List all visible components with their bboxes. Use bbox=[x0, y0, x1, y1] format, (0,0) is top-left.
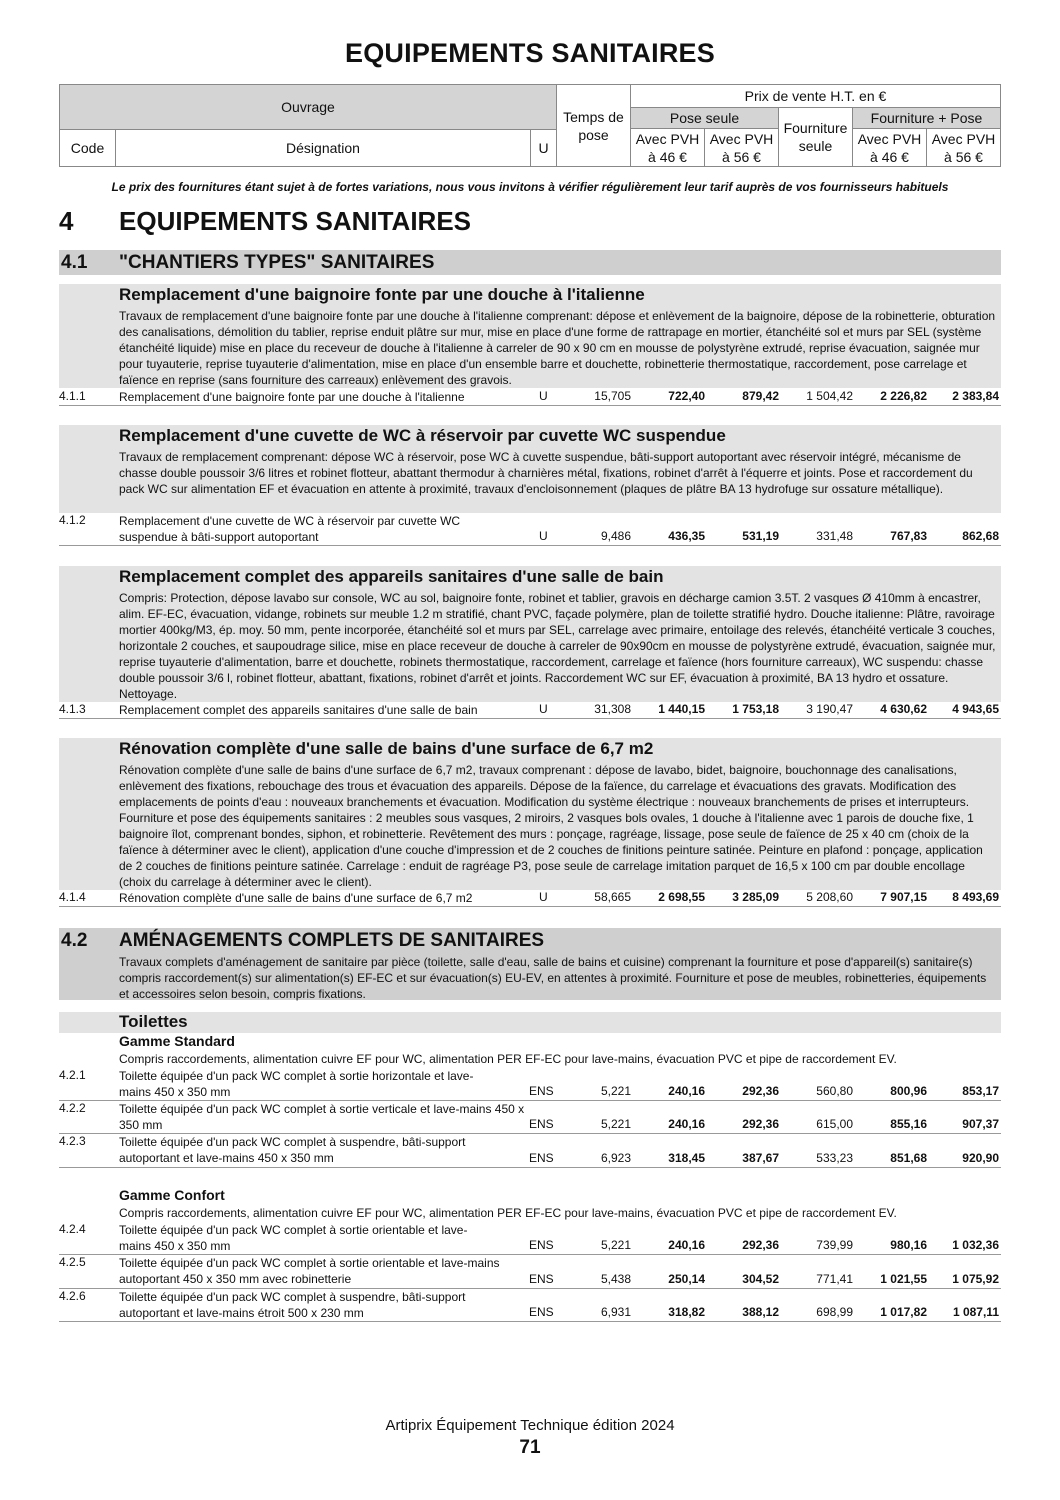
row-temps: 6,931 bbox=[600, 1305, 631, 1319]
header-unit: U bbox=[530, 129, 557, 167]
row-pose-46: 240,16 bbox=[668, 1084, 705, 1098]
row-code: 4.2.6 bbox=[59, 1289, 86, 1303]
row-fp-56: 920,90 bbox=[962, 1151, 999, 1165]
row-fp-56: 853,17 bbox=[962, 1084, 999, 1098]
row-pose-46: 250,14 bbox=[668, 1272, 705, 1286]
row-fp-46: 1 017,82 bbox=[880, 1305, 927, 1319]
row-temps: 6,923 bbox=[600, 1151, 631, 1165]
row-pose-56: 1 753,18 bbox=[732, 702, 779, 716]
row-fp-56: 8 493,69 bbox=[952, 890, 999, 904]
row-fp-56: 907,37 bbox=[962, 1117, 999, 1131]
table-row bbox=[59, 1255, 1001, 1289]
table-row bbox=[59, 702, 1001, 719]
row-code: 4.1.4 bbox=[59, 890, 86, 904]
row-fourniture: 615,00 bbox=[816, 1117, 853, 1131]
page-title: EQUIPEMENTS SANITAIRES bbox=[345, 38, 715, 68]
row-fp-46: 1 021,55 bbox=[880, 1272, 927, 1286]
header-pose-pvh-46: Avec PVH à 46 € bbox=[630, 128, 705, 167]
header-fp-pvh-56: Avec PVH à 56 € bbox=[926, 128, 1001, 167]
section-title: AMÉNAGEMENTS COMPLETS DE SANITAIRES bbox=[119, 930, 545, 951]
row-pose-56: 304,52 bbox=[742, 1272, 779, 1286]
row-pose-56: 292,36 bbox=[742, 1117, 779, 1131]
table-row bbox=[59, 1289, 1001, 1322]
row-code: 4.2.5 bbox=[59, 1255, 86, 1269]
work-block bbox=[59, 566, 1001, 702]
row-temps: 9,486 bbox=[600, 529, 631, 543]
table-row bbox=[59, 1101, 1001, 1134]
row-designation: Toilette équipée d'un pack WC complet à sortie orientable et lave-mains autoportant 450 x 350 mm avec robinetterie bbox=[119, 1256, 500, 1286]
row-pose-46: 318,82 bbox=[668, 1305, 705, 1319]
row-unit: ENS bbox=[529, 1238, 554, 1252]
row-code: 4.2.1 bbox=[59, 1068, 86, 1082]
row-designation: Remplacement d'une cuvette de WC à réservoir par cuvette WC suspendue à bâti-support autoportant bbox=[119, 514, 461, 544]
page-number: 71 bbox=[519, 1437, 541, 1458]
table-row bbox=[59, 1222, 1001, 1255]
row-pose-46: 318,45 bbox=[668, 1151, 705, 1165]
row-unit: U bbox=[539, 890, 548, 904]
work-block bbox=[59, 284, 1001, 388]
row-temps: 31,308 bbox=[594, 702, 631, 716]
block-title: Remplacement d'une cuvette de WC à réservoir par cuvette WC suspendue bbox=[119, 426, 726, 445]
row-pose-56: 387,67 bbox=[742, 1151, 779, 1165]
header-fp-pvh-46: Avec PVH à 46 € bbox=[852, 128, 927, 167]
row-fp-46: 4 630,62 bbox=[880, 702, 927, 716]
row-unit: ENS bbox=[529, 1272, 554, 1286]
footer-publication: Artiprix Équipement Technique édition 2024 bbox=[385, 1417, 675, 1434]
row-designation: Remplacement complet des appareils sanitaires d'une salle de bain bbox=[119, 703, 478, 717]
row-temps: 5,438 bbox=[600, 1272, 631, 1286]
row-pose-56: 388,12 bbox=[742, 1305, 779, 1319]
row-fourniture: 533,23 bbox=[816, 1151, 853, 1165]
price-notice: Le prix des fournitures étant sujet à de fortes variations, nous vous invitons à vérifier régulièrement leur tarif auprès de vos fournisseurs habituels bbox=[111, 180, 949, 194]
row-code: 4.2.4 bbox=[59, 1222, 86, 1236]
row-code: 4.1.2 bbox=[59, 513, 86, 527]
row-temps: 5,221 bbox=[600, 1238, 631, 1252]
row-pose-56: 292,36 bbox=[742, 1084, 779, 1098]
row-unit: U bbox=[539, 702, 548, 716]
row-fourniture: 739,99 bbox=[816, 1238, 853, 1252]
section-title: "CHANTIERS TYPES" SANITAIRES bbox=[119, 252, 435, 273]
row-fp-56: 862,68 bbox=[962, 529, 999, 543]
header-temps-de-pose: Temps de pose bbox=[556, 84, 631, 167]
row-fp-46: 767,83 bbox=[890, 529, 927, 543]
row-pose-46: 1 440,15 bbox=[658, 702, 705, 716]
row-pose-56: 879,42 bbox=[742, 389, 779, 403]
chapter-heading bbox=[59, 206, 471, 237]
header-pose-pvh-56: Avec PVH à 56 € bbox=[704, 128, 779, 167]
header-designation: Désignation bbox=[115, 129, 531, 167]
row-code: 4.1.3 bbox=[59, 702, 86, 716]
row-designation: Rénovation complète d'une salle de bains d'une surface de 6,7 m2 bbox=[119, 891, 473, 905]
block-title: Remplacement d'une baignoire fonte par une douche à l'italienne bbox=[119, 285, 645, 304]
block-title: Rénovation complète d'une salle de bains d'une surface de 6,7 m2 bbox=[119, 739, 654, 758]
table-row bbox=[59, 890, 1001, 907]
row-fp-46: 2 226,82 bbox=[880, 389, 927, 403]
row-fp-56: 4 943,65 bbox=[952, 702, 999, 716]
work-block bbox=[59, 425, 1001, 513]
header-pose-seule: Pose seule bbox=[630, 107, 779, 129]
row-pose-46: 240,16 bbox=[668, 1238, 705, 1252]
row-fp-56: 1 032,36 bbox=[952, 1238, 999, 1252]
section-heading-4-1 bbox=[59, 250, 1001, 275]
table-row bbox=[59, 1068, 1001, 1101]
row-unit: ENS bbox=[529, 1305, 554, 1319]
row-fourniture: 560,80 bbox=[816, 1084, 853, 1098]
gamme-description: Compris raccordements, alimentation cuivre EF pour WC, alimentation PER EF-EC pour lave-mains, évacuation PVC et pipe de raccordement EV. bbox=[119, 1052, 897, 1066]
block-description: Rénovation complète d'une salle de bains d'une surface de 6,7 m2, travaux comprenant : dépose de lavabo, bidet, baignoire, bouchonnage des canalisations, enlèvement des fixations, rebouchage des trous et évacuation des appareils. Dépose de la faïence, du carrelage et évacuations des gravats. Modification des emplacements de points d'eau : nouveaux branchements et évacuation. Modification du système électrique : nouveaux branchements de prises et interrupteurs. Fourniture et pose des équipements sanitaires : 2 meubles sous vasques, 2 miroirs, 2 vasques bols ovales, 1 douche à l'italienne avec 1 parois de douche fixe, 1 baignoire îlot, comprenant bondes, siphon, et robinetterie. Revêtement des murs : ponçage, ragréage, lissage, pose seule de faïence de 25 x 40 cm (choix de la faïence à déterminer avec le client), application d'une couche d'impression et de 2 couches de finitions peinture satinée. Peinture en plafond : ponçage, application de 2 couches de finitions peinture satinée. Carrelage : enduit de ragréage P3, pose seule de carrelage imitation parquet de 16,5 x 100 cm par double encollage (choix du carrelage à déterminer avec le client). bbox=[119, 763, 983, 889]
block-description: Travaux de remplacement d'une baignoire fonte par une douche à l'italienne comprenant: dépose et enlèvement de la baignoire, dépose de la robinetterie, obturation des canalisations, démolition du tablier, reprise enduit plâtre sur mur, mise en place d'une forme de rattrapage en mortier, étanchéité sol et murs par SEL (système étanchéité liquide) mise en place du receveur de douche à l'italienne à carreler de 90 x 90 cm en mousse de polystyrène extrudé, reprise évacuation, saignée mur pour tuyauterie, reprise tuyauterie d'alimentation, mise en place d'un ensemble barre et douchette, robinetterie thermostatique, raccordement, pose carrelage et faïence en reprise (sans fourniture des carreaux) enlèvement des gravois. bbox=[119, 309, 996, 387]
row-fourniture: 698,99 bbox=[816, 1305, 853, 1319]
gamme-description: Compris raccordements, alimentation cuivre EF pour WC, alimentation PER EF-EC pour lave-mains, évacuation PVC et pipe de raccordement EV. bbox=[119, 1206, 897, 1220]
row-unit: ENS bbox=[529, 1151, 554, 1165]
table-row bbox=[59, 1134, 1001, 1168]
section-heading-4-2 bbox=[59, 928, 1001, 1000]
row-fp-46: 855,16 bbox=[890, 1117, 927, 1131]
price-header-table bbox=[59, 84, 1001, 167]
row-fourniture: 3 190,47 bbox=[806, 702, 853, 716]
row-pose-56: 531,19 bbox=[742, 529, 779, 543]
row-unit: U bbox=[539, 529, 548, 543]
section-number: 4.2 bbox=[61, 930, 88, 951]
row-fp-56: 2 383,84 bbox=[952, 389, 999, 403]
row-pose-46: 436,35 bbox=[668, 529, 705, 543]
row-pose-46: 722,40 bbox=[668, 389, 705, 403]
row-pose-56: 3 285,09 bbox=[732, 890, 779, 904]
row-designation: Toilette équipée d'un pack WC complet à suspendre, bâti-support autoportant et lave-mains étroit 500 x 230 mm bbox=[119, 1290, 466, 1320]
table-row bbox=[59, 389, 1001, 406]
row-fp-46: 851,68 bbox=[890, 1151, 927, 1165]
row-fourniture: 1 504,42 bbox=[806, 389, 853, 403]
block-description: Travaux de remplacement comprenant: dépose WC à réservoir, pose WC à cuvette suspendue, bâti-support autoportant avec réservoir intégré, mécanisme de chasse double poussoir 3/6 litres et robinet flotteur, abattant thermodur à charnières métal, fixations, robinet d'arrêt à l'équerre et joints. Pose et raccordement du pack WC sur alimentation EF et évacuation en attente à proximité, travaux d'encloisonnement (plaques de plâtre BA 13 hydrofuge sur ossature métallique). bbox=[119, 450, 973, 496]
header-ouvrage: Ouvrage bbox=[59, 84, 557, 130]
row-fp-56: 1 075,92 bbox=[952, 1272, 999, 1286]
row-unit: U bbox=[539, 389, 548, 403]
row-designation: Remplacement d'une baignoire fonte par une douche à l'italienne bbox=[119, 390, 465, 404]
row-fourniture: 771,41 bbox=[816, 1272, 853, 1286]
row-pose-46: 240,16 bbox=[668, 1117, 705, 1131]
row-code: 4.2.3 bbox=[59, 1134, 86, 1148]
row-temps: 15,705 bbox=[594, 389, 631, 403]
header-prix-vente: Prix de vente H.T. en € bbox=[630, 84, 1001, 108]
row-fp-56: 1 087,11 bbox=[952, 1305, 999, 1319]
row-fourniture: 331,48 bbox=[816, 529, 853, 543]
row-unit: ENS bbox=[529, 1117, 554, 1131]
row-unit: ENS bbox=[529, 1084, 554, 1098]
row-designation: Toilette équipée d'un pack WC complet à sortie orientable et lave-mains 450 x 350 mm bbox=[119, 1223, 468, 1253]
row-fp-46: 7 907,15 bbox=[880, 890, 927, 904]
row-pose-56: 292,36 bbox=[742, 1238, 779, 1252]
header-fourniture-seule: Fourniture seule bbox=[778, 107, 853, 167]
header-code: Code bbox=[59, 129, 116, 167]
row-temps: 5,221 bbox=[600, 1084, 631, 1098]
block-description: Compris: Protection, dépose lavabo sur console, WC au sol, baignoire fonte, robinet et tablier, gravois en décharge camion 3.5T. 2 vasques Ø 410mm à encastrer, alim. EF-EC, évacuation, vidange, robinets sur meuble 1.2 m stratifié, chant PVC, façade polymère, plan de toilette stratifié hydro. Douche italienne: Plâtre, ravoirage mortier 400kg/M3, ép. moy. 50 mm, pente incorporée, étanchéité sol et murs par SEL, carrelage avec primaire, entoilage des relevés, étanchéité verticale 3 couches, horizontale 2 couches, et saupoudrage silice, mise en place receveur de douche à carreler de 90x90cm en mousse de polystyrène extrudé, évacuation, saignée mur, reprise tuyauterie d'alimentation, barre et douchette, robinets thermostatique, raccordement, carrelage et faïence (hors fourniture carreaux), WC suspendu: chasse double poussoir 3/6 l, robinet flotteur, abattant, fixations, robinet d'arrêt et joints. Raccordement WC sur EF, évacuation à proximité, BA 13 hydro et ossature. Nettoyage. bbox=[119, 591, 996, 701]
section-number: 4.1 bbox=[61, 252, 88, 273]
header-fourniture-pose: Fourniture + Pose bbox=[852, 107, 1001, 129]
section-description: Travaux complets d'aménagement de sanitaire par pièce (toilette, salle d'eau, salle de bains et cuisine) comprenant la fourniture et pose d'appareil(s) sanitaire(s) compris raccordement(s) sur alimentation(s) EF-EC et sur évacuation(s) EU-EV, en attentes à proximité. Fourniture et pose de meubles, robinetteries, équipements et accessoires selon besoin, compris fixations. bbox=[119, 955, 987, 1001]
row-temps: 58,665 bbox=[594, 890, 631, 904]
row-fourniture: 5 208,60 bbox=[806, 890, 853, 904]
row-code: 4.1.1 bbox=[59, 389, 86, 403]
row-code: 4.2.2 bbox=[59, 1101, 86, 1115]
table-row bbox=[59, 513, 1001, 546]
row-fp-46: 980,16 bbox=[890, 1238, 927, 1252]
row-fp-46: 800,96 bbox=[890, 1084, 927, 1098]
chapter-title: EQUIPEMENTS SANITAIRES bbox=[119, 206, 472, 236]
subsection-title: Toilettes bbox=[119, 1012, 188, 1031]
subsection-bar bbox=[59, 1012, 1001, 1033]
row-designation: Toilette équipée d'un pack WC complet à sortie verticale et lave-mains 450 x 350 mm bbox=[119, 1102, 525, 1132]
work-block bbox=[59, 738, 1001, 890]
row-designation: Toilette équipée d'un pack WC complet à suspendre, bâti-support autoportant et lave-mains 450 x 350 mm bbox=[119, 1135, 466, 1165]
gamme-title: Gamme Standard bbox=[119, 1033, 235, 1049]
row-designation: Toilette équipée d'un pack WC complet à sortie horizontale et lave-mains 450 x 350 mm bbox=[119, 1069, 474, 1099]
gamme-title: Gamme Confort bbox=[119, 1187, 225, 1203]
block-title: Remplacement complet des appareils sanitaires d'une salle de bain bbox=[119, 567, 664, 586]
chapter-number: 4 bbox=[59, 206, 74, 236]
row-temps: 5,221 bbox=[600, 1117, 631, 1131]
row-pose-46: 2 698,55 bbox=[658, 890, 705, 904]
